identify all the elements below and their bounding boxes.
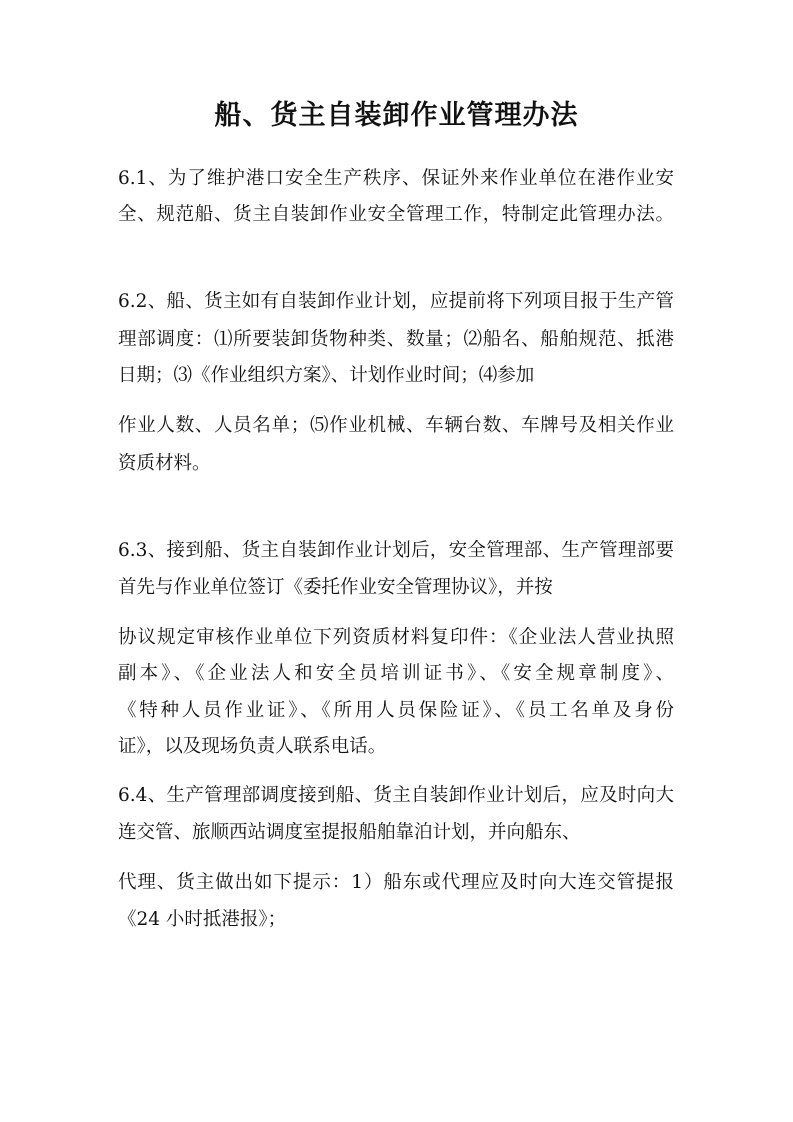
- text-line: 6.4、生产管理部调度接到船、货主自装卸作业计划后，应及时向大: [118, 785, 674, 806]
- text-line: 6.3、接到船、货主自装卸作业计划后，安全管理部、生产管理部要: [118, 540, 674, 561]
- text-line: 日期；⑶《作业组织方案》、计划作业时间；⑷参加: [118, 365, 535, 386]
- text-line: 理部调度：⑴所要装卸货物种类、数量；⑵船名、船舶规范、抵港: [118, 329, 674, 350]
- text-line: 连交管、旅顺西站调度室提报船舶靠泊计划，并向船东、: [118, 822, 581, 843]
- text-line: 代理、货主做出如下提示：1）船东或代理应及时向大连交管提报: [118, 872, 674, 893]
- text-line: 6.2、船、货主如有自装卸作业计划，应提前将下列项目报于生产管: [118, 291, 674, 312]
- text-line: 证》，以及现场负责人联系电话。: [118, 736, 387, 757]
- text-line: 协议规定审核作业单位下列资质材料复印件：《企业法人营业执照: [118, 627, 674, 648]
- document-title: 船、货主自装卸作业管理办法: [214, 100, 579, 131]
- text-line: 6.1、为了维护港口安全生产秩序、保证外来作业单位在港作业安: [118, 168, 674, 189]
- text-line: 《24 小时抵港报》；: [118, 909, 287, 930]
- text-line: 资质材料。: [118, 453, 211, 474]
- text-line: 《特种人员作业证》、《所用人员保险证》、《员工名单及身份: [118, 700, 674, 721]
- text-line: 全、规范船、货主自装卸作业安全管理工作，特制定此管理办法。: [118, 204, 674, 225]
- text-line: 作业人数、人员名单；⑸作业机械、车辆台数、车牌号及相关作业: [118, 415, 674, 436]
- text-line: 副本》、《企业法人和安全员培训证书》、《安全规章制度》、: [118, 663, 674, 684]
- text-line: 首先与作业单位签订《委托作业安全管理协议》，并按: [118, 577, 553, 598]
